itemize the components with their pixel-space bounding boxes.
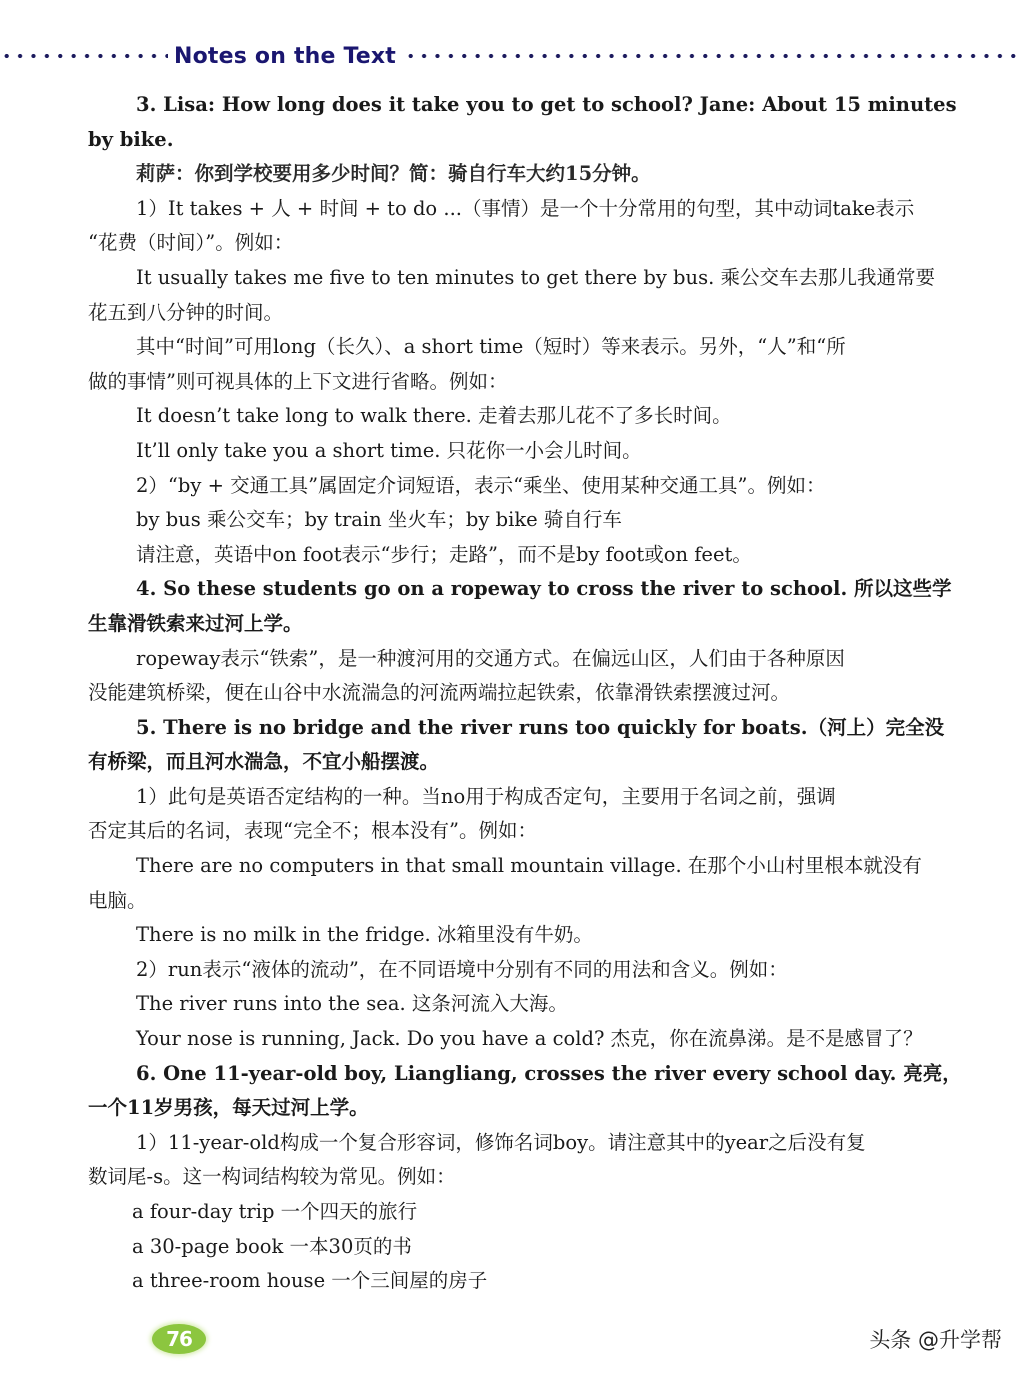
note-5 <box>88 711 996 1057</box>
note-body-line: “花费（时间）”。例如： <box>88 231 294 255</box>
note-body-line: 做的事情”则可视具体的上下文进行省略。例如： <box>88 369 508 393</box>
note-heading-line: 6. One 11-year-old boy, Liangliang, crosses the river every school day. 亮亮， <box>136 1061 962 1085</box>
note-body-line: 1）此句是英语否定结构的一种。当no用于构成否定句，主要用于名词之前，强调 <box>136 784 836 808</box>
note-heading-line: 一个11岁男孩，每天过河上学。 <box>88 1096 369 1120</box>
page-footer <box>0 1318 1024 1363</box>
example-line: a 30-page book 一本30页的书 <box>132 1234 412 1258</box>
note-heading-line: by bike. <box>88 127 174 151</box>
note-heading-line: 3. Lisa: How long does it take you to get to school? Jane: About 15 minutes <box>136 93 957 116</box>
note-body-line: ropeway表示“铁索”，是一种渡河用的交通方式。在偏远山区，人们由于各种原因 <box>136 646 845 670</box>
note-body-line: 否定其后的名词，表现“完全不；根本没有”。例如： <box>88 819 537 843</box>
note-heading-line: 5. There is no bridge and the river runs too quickly for boats.（河上）完全没 <box>136 715 945 739</box>
example-line: The river runs into the sea. 这条河流入大海。 <box>136 992 568 1016</box>
dotted-rule-left <box>0 53 168 59</box>
note-heading-line: 有桥梁，而且河水湍急，不宜小船摆渡。 <box>88 750 440 774</box>
note-body-line: 2）“by + 交通工具”属固定介词短语，表示“乘坐、使用某种交通工具”。例如： <box>136 473 826 497</box>
dotted-rule-right <box>404 53 1024 59</box>
watermark: 头条 @升学帮 <box>869 1328 1002 1352</box>
example-line: 花五到八分钟的时间。 <box>88 300 284 324</box>
note-4 <box>88 572 996 710</box>
note-body-line: 2）run表示“液体的流动”，在不同语境中分别有不同的用法和含义。例如： <box>136 957 788 981</box>
example-line: It doesn’t take long to walk there. 走着去那儿花不了多长时间。 <box>136 404 732 428</box>
example-line: 电脑。 <box>88 888 147 912</box>
example-line: Your nose is running, Jack. Do you have a cold? 杰克，你在流鼻涕。是不是感冒了？ <box>136 1027 923 1051</box>
example-line: a four-day trip 一个四天的旅行 <box>132 1200 418 1223</box>
note-3 <box>88 88 996 572</box>
section-header <box>0 40 1024 72</box>
note-heading-line: 4. So these students go on a ropeway to cross the river to school. 所以这些学 <box>136 577 952 601</box>
page-number-badge: 76 <box>152 1324 206 1354</box>
note-body-line: 没能建筑桥梁，便在山谷中水流湍急的河流两端拉起铁索，依靠滑铁索摆渡过河。 <box>88 681 791 705</box>
note-body-line: 1）11-year-old构成一个复合形容词，修饰名词boy。请注意其中的year之后没有复 <box>136 1130 866 1154</box>
note-heading-line: 生靠滑铁索来过河上学。 <box>88 611 303 635</box>
note-body-line: 请注意，英语中on foot表示“步行；走路”，而不是by foot或on feet。 <box>136 542 752 566</box>
example-line: by bus 乘公交车；by train 坐火车；by bike 骑自行车 <box>136 508 622 532</box>
example-line: a three-room house 一个三间屋的房子 <box>132 1269 488 1293</box>
note-body-line: 1）It takes + 人 + 时间 + to do ...（事情）是一个十分常用的句型，其中动词take表示 <box>136 196 915 220</box>
note-6 <box>88 1057 996 1299</box>
note-body-line: 数词尾-s。这一构词结构较为常见。例如： <box>88 1165 456 1189</box>
notes-content <box>88 88 996 1299</box>
example-line: There are no computers in that small mountain village. 在那个小山村里根本就没有 <box>136 854 922 878</box>
example-line: It usually takes me five to ten minutes to get there by bus. 乘公交车去那儿我通常要 <box>136 265 935 289</box>
note-body-line: 其中“时间”可用long（长久）、a short time（短时）等来表示。另外，“人”和“所 <box>136 335 846 359</box>
section-title: Notes on the Text <box>174 43 397 69</box>
note-translation: 莉萨：你到学校要用多少时间？简：骑自行车大约15分钟。 <box>136 162 651 186</box>
example-line: There is no milk in the fridge. 冰箱里没有牛奶。 <box>136 923 593 947</box>
example-line: It’ll only take you a short time. 只花你一小会儿时间。 <box>136 438 642 462</box>
